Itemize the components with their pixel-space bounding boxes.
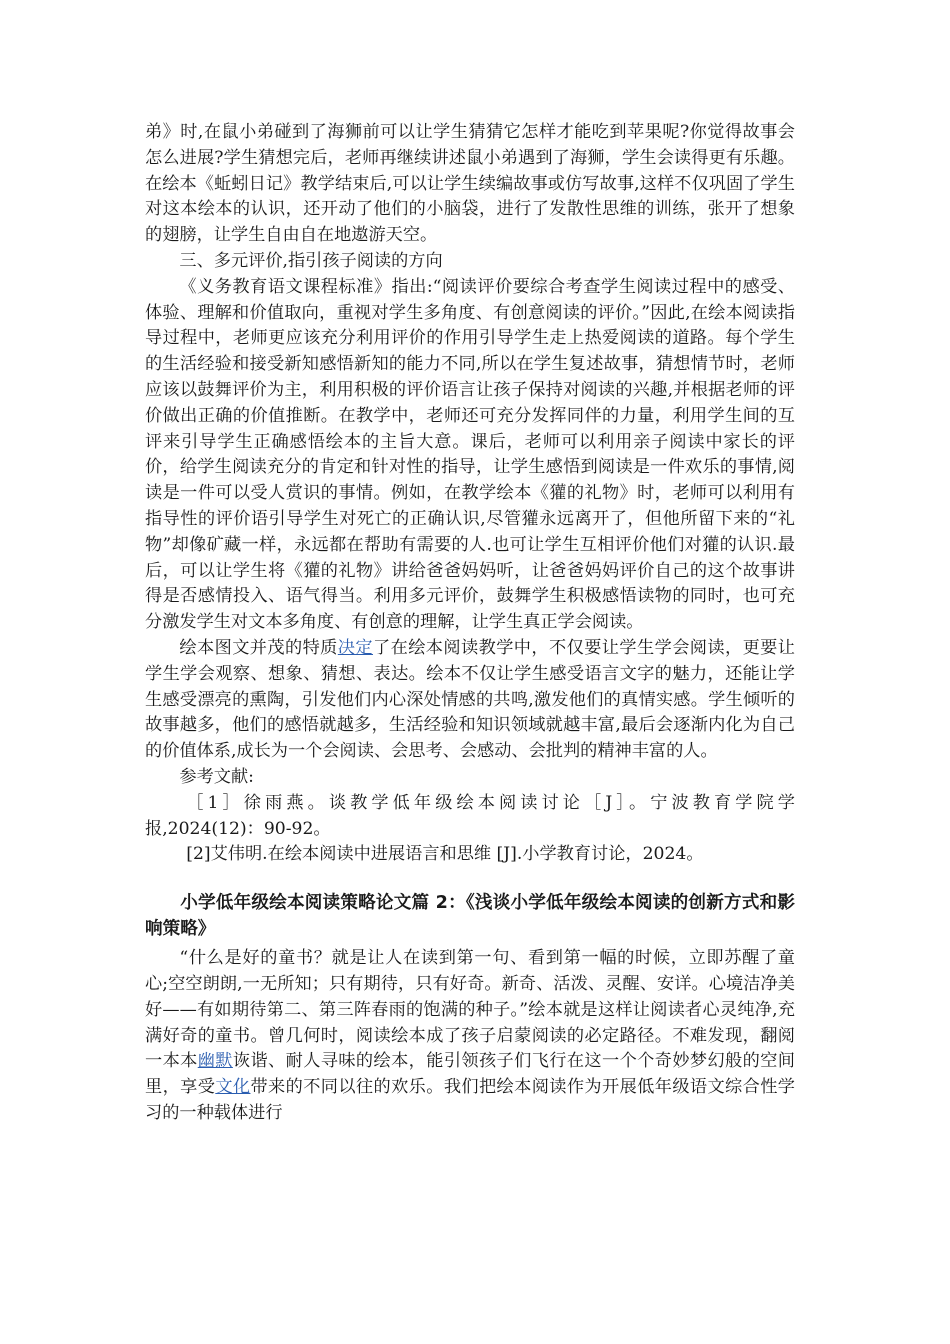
section-heading-3: 三、多元评价,指引孩子阅读的方向 xyxy=(179,250,443,271)
paragraph-conclusion xyxy=(145,636,795,765)
paragraph-article-2-intro xyxy=(145,946,795,1127)
text-run: 绘本图文并茂的特质 xyxy=(179,637,338,658)
text-run: 诙谐、耐人寻味的绘本，能引领孩子们飞行在这一个个奇妙梦幻般的空间里，享受 xyxy=(145,1051,795,1098)
references-label: 参考文献: xyxy=(179,766,254,787)
link-youmo[interactable]: 幽默 xyxy=(197,1051,233,1072)
paragraph-evaluation: 《义务教育语文课程标准》指出:“阅读评价要综合考查学生阅读过程中的感受、体验、理解和价值取向，重视对学生多角度、有创意阅读的评价。”因此,在绘本阅读指导过程中，老师更应该充分利用评价的作用引导学生走上热爱阅读的道路。每个学生的生活经验和接受新知感悟新知的能力不同,所以在学生复述故事，猜想情节时，老师应该以鼓舞评价为主，利用积极的评价语言让孩子保持对阅读的兴趣,并根据老师的评价做出正确的价值推断。在教学中，老师还可充分发挥同伴的力量，利用学生间的互评来引导学生正确感悟绘本的主旨大意。课后，老师可以利用亲子阅读中家长的评价，给学生阅读充分的肯定和针对性的指导，让学生感悟到阅读是一件欢乐的事情,阅读是一件可以受人赏识的事情。例如，在教学绘本《獾的礼物》时，老师可以利用有指导性的评价语引导学生对死亡的正确认识,尽管獾永远离开了，但他所留下来的“礼物”却像矿藏一样，永远都在帮助有需要的人.也可让学生互相评价他们对獾的认识.最后，可以让学生将《獾的礼物》讲给爸爸妈妈听，让爸爸妈妈评价自己的这个故事讲得是否感情投入、语气得当。利用多元评价，鼓舞学生积极感悟读物的同时，也可充分激发学生对文本多角度、有创意的理解，让学生真正学会阅读。 xyxy=(145,276,795,633)
link-jueding[interactable]: 决定 xyxy=(337,637,373,658)
reference-1: ［1］徐雨燕。谈教学低年级绘本阅读讨论［J］。宁波教育学院学报,2024(12)：90-92。 xyxy=(145,792,795,839)
reference-2: [2]艾伟明.在绘本阅读中进展语言和思维 [J].小学教育讨论，2024。 xyxy=(186,844,704,865)
link-wenhua[interactable]: 文化 xyxy=(215,1077,251,1098)
article-2-title: 小学低年级绘本阅读策略论文篇 2：《浅谈小学低年级绘本阅读的创新方式和影响策略》 xyxy=(145,893,795,940)
paragraph-continuation: 弟》时,在鼠小弟碰到了海狮前可以让学生猜猜它怎样才能吃到苹果呢?你觉得故事会怎么进展?学生猜想完后，老师再继续讲述鼠小弟遇到了海狮，学生会读得更有乐趣。在绘本《蚯蚓日记》教学结束后,可以让学生续编故事或仿写故事,这样不仅巩固了学生对这本绘本的认识，还开动了他们的小脑袋，进行了发散性思维的训练，张开了想象的翅膀，让学生自由自在地遨游天空。 xyxy=(145,122,795,246)
text-run: “什么是好的童书？就是让人在读到第一句、看到第一幅的时候，立即苏醒了童心;空空朗朗,一无所知；只有期待，只有好奇。新奇、活泼、灵醒、安详。心境洁净美好——有如期待第二、第三阵春雨的饱满的种子。”绘本就是这样让阅读者心灵纯净,充满好奇的童书。曾几何时，阅读绘本成了孩子启蒙阅读的必定路径。不难发现，翻阅一本本 xyxy=(145,948,795,1072)
text-run: 了在绘本阅读教学中，不仅要让学生学会阅读，更要让学生学会观察、想象、猜想、表达。绘本不仅让学生感受语言文字的魅力，还能让学生感受漂亮的熏陶，引发他们内心深处情感的共鸣,激发他们的真情实感。学生倾听的故事越多，他们的感悟就越多，生活经验和知识领域就越丰富,最后会逐渐内化为自己的价值体系,成长为一个会阅读、会思考、会感动、会批判的精神丰富的人。 xyxy=(145,637,795,762)
text-run: 带来的不同以往的欢乐。我们把绘本阅读作为开展低年级语文综合性学习的一种载体进行 xyxy=(145,1077,795,1123)
